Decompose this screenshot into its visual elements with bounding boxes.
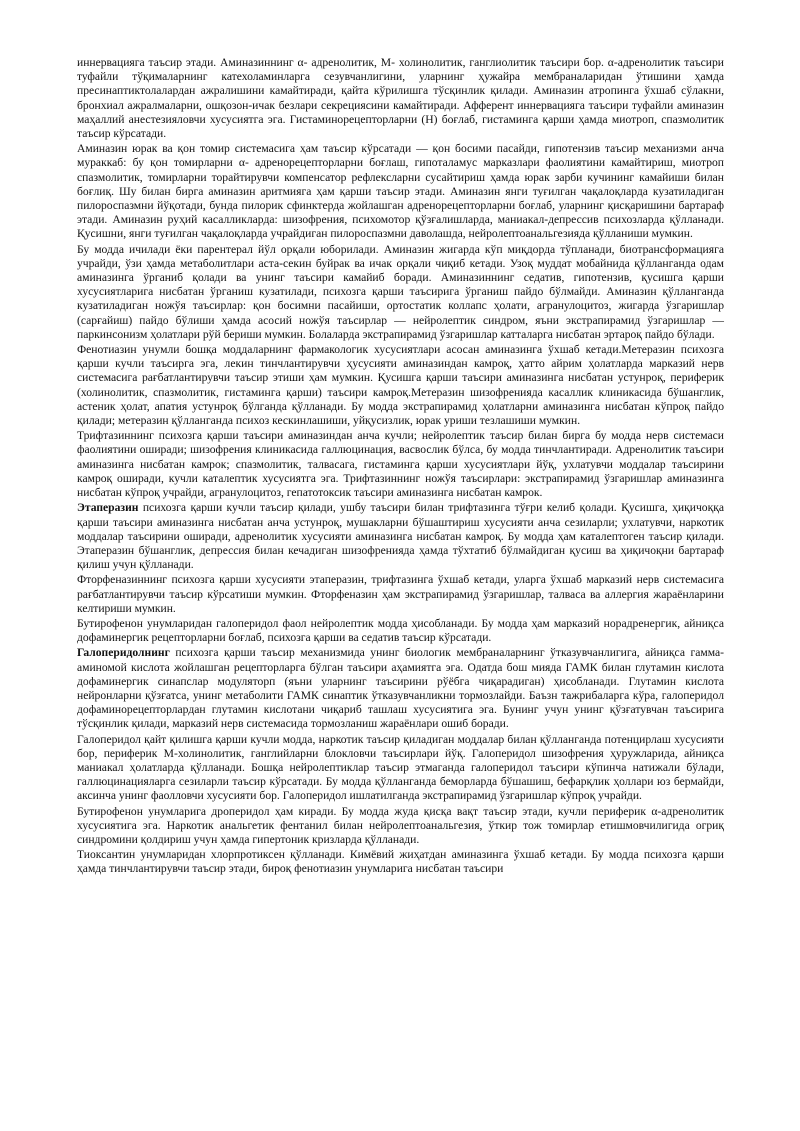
paragraph-text: Аминазин юрак ва қон томир системасига ҳам таъсир кўрсатади — қон босими пасайди, гипотензив таъсир механизми анча мураккаб: бу қон томирларни α- адренорецепторларни боғлаш, гипоталамус марказлари фаолиятини камайтириш, миотроп спазмолитик, томирларни торайтирувчи компенсатор рефлексларни сусайтириш ҳамда юрак зарби кучининг камайиши билан боғлиқ. Шу билан бирга аминазин аритмияга ҳам қарши таъсир этади. Аминазин янги туғилган чақалоқларда кузатиладиган пилороспазмни йўқотади, бунда пилорик сфинктерда жойлашган адренорецепторларни боғлаб, уларнинг қисқаришини бартараф этади. Аминазин руҳий касалликларда: шизофрения, психомотор қўзғалишларда, маниакал-депрессив психозларда қўлланади. Қусишни, янги туғилган чақалоқларда учрайдиган пилороспазмни даволашда, нейролептоанальгезияда қўлланиши мумкин. (77, 142, 724, 241)
paragraph-text: Фенотиазин унумли бошқа моддаларнинг фармакологик хусусиятлари асосан аминазинга ўхшаб кетади.Метеразин психозга қарши кучли таъсирга эга, лекин тинчлантирувчи ҳусусияти аминазиндан камроқ, ҳатто айрим ҳолатларда марказий нерв системасига рағбатлантирувчи таъсир этиши ҳам мумкин. Қусишга қарши таъсири аминазинга нисбатан устунроқ, периферик (холинолитик, спазмолитик, гистаминга қарши) таъсири камроқ.Метеразин шизофренияда касаллик клиникасида бўшанглик, астеник ҳолат, апатия устунроқ бўлганда қўлланади. Бу модда экстрапирамид ҳолатларни аминазинга нисбатан кўпроқ пайдо қилади; метеразин қўлланганда психоз кескинлашиши, уйқусизлик, юрак уриши тезлашиши мумкин. (77, 343, 724, 428)
paragraph-text: иннервацияга таъсир этади. Аминазиннинг α- адренолитик, М- холинолитик, ганглиолитик таъсири бор. α-адренолитик таъсири туфайли тўқималарнинг катехоламинларга сезувчанлигини, уларнинг ҳужайра мембраналаридан ўтишини ҳамда пресинаптиктолалардан ажралишини камайтиради, қайта кўрилишга тўсқинлик қилади. Аминазин атропинга ўхшаб сўлакни, бронхиал ажралмаларни, ошқозон-ичак безлари секрециясини камайтиради. Афферент иннервацияга таъсири туфайли аминазин маҳаллий анестезияловчи хусусиятга эга. Гистаминорецепторларни (Н) боғлаб, гистаминга қарши ҳамда миотроп, спазмолитик таъсир кўрсатади. (77, 56, 724, 141)
paragraph-text: Бутирофенон унумларидан галоперидол фаол нейролептик модда ҳисобланади. Бу модда ҳам марказий норадренергик, айниқса дофаминергик рецепторларни боғлаб, психозга қарши ва седатив таъсир кўрсатади. (77, 616, 724, 645)
paragraph-text: Бутирофенон унумларига дроперидол ҳам киради. Бу модда жуда қисқа вақт таъсир этади, кучли периферик α-адренолитик хусусиятига эга. Наркотик анальгетик фентанил билан нейролептоанальгезия, ўткир тож томирлар етишмовчилигида огриқ синдромини қолдириш учун ҳамда гипертоник кризларда қўлланади. (77, 804, 724, 846)
paragraph-text: Трифтазиннинг психозга қарши таъсири аминазиндан анча кучли; нейролептик таъсир билан бирга бу модда нерв системаси фаолиятини оширади; шизофрения клиникасида галлюцинация, васвослик бўлса, бу модда тинчлантиради. Адренолитик таъсири аминазинга нисбатан камрок; спазмолитик, талвасага, гистаминга қарши хусусиятлари йўқ, ухлатувчи моддалар таъсирини камроқ оширади, кучли каталептик хусусиятга эга. Трифтазиннинг ножўя таъсирлари: экстрапирамид ўзгаришлар аминазинга нисбатан кўпроқ учрайди, агранулоцитоз, гепатотоксик таъсири аминазинга нисбатан камрок. (77, 429, 724, 500)
paragraph (77, 573, 724, 616)
bold-term: Галоперидолнинг (77, 646, 170, 660)
paragraph-text: Фторфеназиннинг психозга қарши хусусияти этаперазин, трифтазинга ўхшаб кетади, уларга ўхшаб марказий нерв системасига рағбатлантирувчи таъсир кўрсатиши мумкин. Фторфеназин ҳам экстрапирамид ўзгаришлар, талваса ва аллергия жараёнларини келтириши мумкин. (77, 573, 724, 615)
paragraph-text: психозга қарши таъсир механизмида унинг биологик мембраналарнинг ўтказувчанлигига, айниқса гамма-аминомой кислота жойлашган рецепторларга бўлган таъсири аҳамиятга эга. Одатда бош мияда ГАМК билан глутамин кислота дофаминергик синапслар модуляторп (яъни уларнинг таъсирини рўёбга чиқарадиган) ҳисобланади. Глутамин кислота нейронларни қўзғатса, унинг метаболити ГАМК синаптик ўтказувчанликни тормозлайди. Баъзн тажрибаларга кўра, галоперидол дофаминорецепторлардан глутамин кислотани чиқариб ташлаш хусусиятига эга. Бунинг учун унинг қўзғатувчан таъсирига тўсқинлик қилади, марказий нерв системасида тормозланиш жараёнлари ошиб боради. (77, 646, 724, 731)
paragraph (77, 617, 724, 645)
bold-term: Этаперазин (77, 501, 139, 515)
paragraph (77, 56, 724, 141)
paragraph (77, 243, 724, 342)
paragraph (77, 805, 724, 848)
paragraph-text: Галоперидол қайт қилишга қарши кучли модда, наркотик таъсир қиладиган моддалар билан қўлланганда потенцирлаш хусусияти бор, периферик М-холинолитик, ганглийларни блокловчи таъсирлари йўқ. Галоперидол шизофрения ҳуружларида, айниқса маниакал ҳолатларда қўлланади. Бошқа нейролептиклар таъсир этмаганда галоперидол таъсири кўпинча натижали бўлади, галлюцинацияларга сезиларли таъсир кўрсатади. Бу модда қўлланганда беморларда бўшашиш, бефарқлик ҳоллари юз бермайди, аксинча унинг фаолловчи хусусияти бор. Галоперидол ишлатилганда экстрапирамид ўзгаришлар кўпроқ учрайди. (77, 732, 724, 803)
paragraph (77, 848, 724, 876)
paragraph-text: Бу модда ичилади ёки парентерал йўл орқали юборилади. Аминазин жигарда кўп миқдорда тўпланади, биотрансформацияга учрайди, ўзи ҳамда метаболитлари аста-секин буйрак ва ичак орқали чиқиб кетади. Узоқ муддат мобайнида қўлланганда одам аминазинга ўрганиб қолади ва унинг таъсири камайиб боради. Аминазиннинг седатив, гипотензив, қусишга қарши хусусиятларига нисбатан ўрганиш кузатилади, психозга қарши таъсирига ўрганиш пайдо бўлмайди. Аминазин қўлланганда кузатиладиган ножўя таъсирлар: қон босимни пасайиши, ортостатик коллапс ҳолати, агранулоцитоз, жигарда ўзгаришлар (сарғайиш) пайдо бўлиши ҳамда асосий ножўя таъсирлар — нейролептик синдром, яъни экстрапирамид ўзгаришлар — паркинсонизм ҳолатлари рўй бериши мумкин. Болаларда экстрапирамид ўзгаришлар катталарга нисбатан эртароқ пайдо бўлади. (77, 242, 724, 341)
paragraph (77, 646, 724, 731)
paragraph (77, 733, 724, 804)
paragraph (77, 429, 724, 500)
paragraph-text: психозга қарши кучли таъсир қилади, ушбу таъсири билан трифтазинга тўғри келиб қолади. Қусишга, ҳиқичоққа қарши таъсири аминазинга нисбатан анча устунроқ, мушакларни бўшаштириш хусусияти анча сезиларли; ухлатувчи, наркотик моддалар таъсирини оширади, адренолитик хусусияти аминазинга нисбатан камроқ. Бу модда ҳам каталептоген таъсир қилади. Этаперазин бўшанглик, депрессия билан кечадиган шизофренияда ҳамда тўхтатиб бўлмайдиган қусиш ва ҳиқичоқни бартараф қилиш учун қўлланади. (77, 501, 724, 572)
paragraph (77, 142, 724, 241)
paragraph (77, 501, 724, 572)
paragraph-text: Тиоксантин унумларидан хлорпротиксен қўлланади. Кимёвий жиҳатдан аминазинга ўхшаб кетади. Бу модда психозга қарши ҳамда тинчлантирувчи таъсир этади, бироқ фенотиазин унумларига нисбатан таъсири (77, 848, 724, 876)
paragraph (77, 343, 724, 428)
